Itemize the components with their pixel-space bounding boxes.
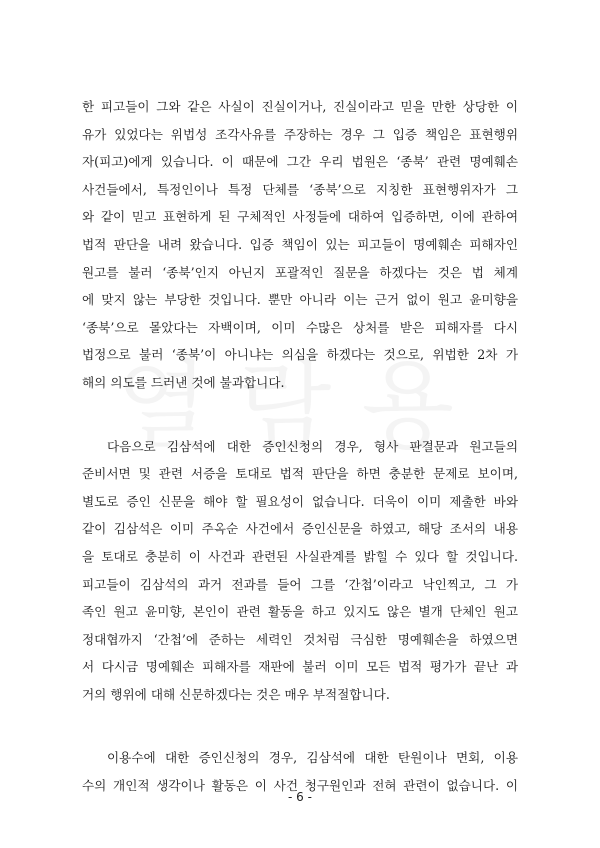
text-line: 에 맞지 않는 부당한 것입니다. 뿐만 아니라 이는 근거 없이 원고 윤미향을 (82, 292, 518, 308)
text-line: 을 토대로 충분히 이 사건과 관련된 사실관계를 밝힐 수 있다 할 것입니다. (82, 548, 518, 564)
text-line: 자(피고)에게 있습니다. 이 때문에 그간 우리 법원은 ‘종북’ 관련 명예훼손 (82, 154, 518, 170)
page-number: - 6 - (288, 790, 312, 804)
text-line: 해의 의도를 드러낸 것에 불과합니다. (82, 374, 285, 390)
text-line: 사건들에서, 특정인이나 특정 단체를 ‘종북’으로 지칭한 표현행위자가 그 (82, 181, 518, 197)
text-line: 같이 김삼석은 이미 주옥순 사건에서 증인신문을 하였고, 해당 조서의 내용 (82, 521, 518, 537)
text-line: 법적 판단을 내려 왔습니다. 입증 책임이 있는 피고들이 명예훼손 피해자인 (82, 236, 518, 252)
text-line: 서 다시금 명예훼손 피해자를 재판에 불러 이미 모든 법적 평가가 끝난 과 (82, 659, 518, 675)
text-line: 정대협까지 ‘간첩’에 준하는 세력인 것처럼 극심한 명예훼손을 하였으면 (82, 631, 518, 647)
text-line: 와 같이 믿고 표현하게 된 구체적인 사정들에 대하여 입증하면, 이에 관하여 (82, 209, 518, 225)
text-line: 거의 행위에 대해 신문하겠다는 것은 매우 부적절합니다. (82, 686, 390, 702)
paragraph-1 (82, 93, 518, 397)
text-line: 유가 있었다는 위법성 조각사유를 주장하는 경우 그 입증 책임은 표현행위 (82, 126, 518, 142)
paragraph-gap (82, 708, 518, 744)
text-line: 피고들이 김삼석의 과거 전과를 들어 그를 ‘간첩’이라고 낙인찍고, 그 가 (82, 576, 518, 592)
text-line: 한 피고들이 그와 같은 사실이 진실이거나, 진실이라고 믿을 만한 상당한 이 (82, 99, 518, 114)
text-line: 원고를 불러 ‘종북’인지 아닌지 포괄적인 질문을 하겠다는 것은 법 체계 (82, 264, 518, 280)
text-line: 수의 개인적 생각이나 활동은 이 사건 청구원인과 전혀 관련이 없습니다. 이 (82, 778, 518, 794)
paragraph-gap (82, 397, 518, 433)
body-text (82, 93, 518, 800)
text-line: 족인 원고 윤미향, 본인이 관련 활동을 하고 있지도 않은 별개 단체인 원고 (82, 604, 518, 620)
text-line: 법정으로 불러 ‘종북’이 아니냐는 의심을 하겠다는 것으로, 위법한 2차 가 (82, 347, 518, 363)
text-line: 준비서면 및 관련 서증을 토대로 법적 판단을 하면 충분한 문제로 보이며, (82, 466, 518, 482)
text-line: ‘종북’으로 몰았다는 자백이며, 이미 수많은 상처를 받은 피해자를 다시 (82, 319, 518, 335)
text-line: 다음으로 김삼석에 대한 증인신청의 경우, 형사 판결문과 원고들의 (107, 438, 518, 454)
paragraph-2 (82, 433, 518, 709)
text-line: 별도로 증인 신문을 해야 할 필요성이 없습니다. 더욱이 이미 제출한 바와 (82, 493, 518, 509)
text-line: 이용수에 대한 증인신청의 경우, 김삼석에 대한 탄원이나 면회, 이용 (107, 750, 518, 766)
